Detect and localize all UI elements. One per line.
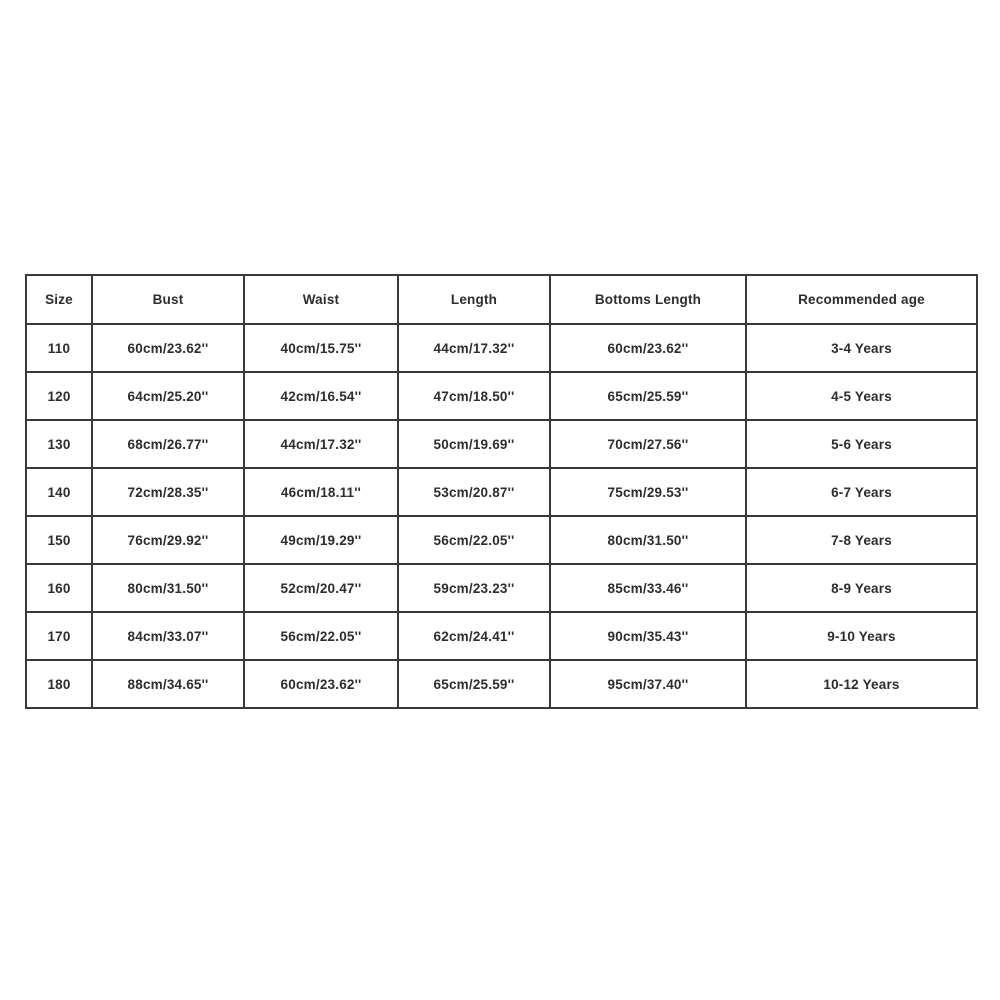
cell-size: 120	[26, 372, 92, 420]
cell-bottoms-length: 60cm/23.62''	[550, 324, 746, 372]
cell-recommended-age: 10-12 Years	[746, 660, 977, 708]
header-bust: Bust	[92, 275, 244, 324]
header-size: Size	[26, 275, 92, 324]
cell-bust: 72cm/28.35''	[92, 468, 244, 516]
size-chart	[25, 274, 976, 709]
cell-bust: 64cm/25.20''	[92, 372, 244, 420]
table-row	[26, 468, 977, 516]
table-row	[26, 612, 977, 660]
header-recommended-age: Recommended age	[746, 275, 977, 324]
cell-waist: 42cm/16.54''	[244, 372, 398, 420]
cell-recommended-age: 8-9 Years	[746, 564, 977, 612]
cell-bust: 88cm/34.65''	[92, 660, 244, 708]
header-bottoms-length: Bottoms Length	[550, 275, 746, 324]
cell-size: 130	[26, 420, 92, 468]
cell-size: 140	[26, 468, 92, 516]
cell-size: 180	[26, 660, 92, 708]
cell-waist: 60cm/23.62''	[244, 660, 398, 708]
header-waist: Waist	[244, 275, 398, 324]
cell-waist: 46cm/18.11''	[244, 468, 398, 516]
table-row	[26, 516, 977, 564]
table-row	[26, 372, 977, 420]
table-row	[26, 420, 977, 468]
cell-size: 110	[26, 324, 92, 372]
cell-bust: 76cm/29.92''	[92, 516, 244, 564]
header-length: Length	[398, 275, 550, 324]
cell-size: 170	[26, 612, 92, 660]
cell-length: 44cm/17.32''	[398, 324, 550, 372]
cell-recommended-age: 6-7 Years	[746, 468, 977, 516]
cell-length: 59cm/23.23''	[398, 564, 550, 612]
cell-waist: 40cm/15.75''	[244, 324, 398, 372]
cell-bottoms-length: 70cm/27.56''	[550, 420, 746, 468]
table-row	[26, 660, 977, 708]
cell-waist: 49cm/19.29''	[244, 516, 398, 564]
cell-length: 50cm/19.69''	[398, 420, 550, 468]
cell-bust: 68cm/26.77''	[92, 420, 244, 468]
cell-bust: 80cm/31.50''	[92, 564, 244, 612]
cell-waist: 52cm/20.47''	[244, 564, 398, 612]
cell-recommended-age: 3-4 Years	[746, 324, 977, 372]
cell-recommended-age: 4-5 Years	[746, 372, 977, 420]
cell-bottoms-length: 90cm/35.43''	[550, 612, 746, 660]
cell-waist: 56cm/22.05''	[244, 612, 398, 660]
cell-recommended-age: 9-10 Years	[746, 612, 977, 660]
cell-size: 160	[26, 564, 92, 612]
cell-recommended-age: 7-8 Years	[746, 516, 977, 564]
size-chart-table	[25, 274, 978, 709]
cell-bust: 84cm/33.07''	[92, 612, 244, 660]
cell-length: 62cm/24.41''	[398, 612, 550, 660]
cell-length: 47cm/18.50''	[398, 372, 550, 420]
cell-bottoms-length: 75cm/29.53''	[550, 468, 746, 516]
cell-bottoms-length: 65cm/25.59''	[550, 372, 746, 420]
cell-length: 53cm/20.87''	[398, 468, 550, 516]
cell-recommended-age: 5-6 Years	[746, 420, 977, 468]
cell-waist: 44cm/17.32''	[244, 420, 398, 468]
cell-length: 65cm/25.59''	[398, 660, 550, 708]
table-row	[26, 564, 977, 612]
cell-bottoms-length: 80cm/31.50''	[550, 516, 746, 564]
cell-bottoms-length: 85cm/33.46''	[550, 564, 746, 612]
cell-bust: 60cm/23.62''	[92, 324, 244, 372]
cell-size: 150	[26, 516, 92, 564]
table-row	[26, 324, 977, 372]
cell-length: 56cm/22.05''	[398, 516, 550, 564]
header-row	[26, 275, 977, 324]
cell-bottoms-length: 95cm/37.40''	[550, 660, 746, 708]
